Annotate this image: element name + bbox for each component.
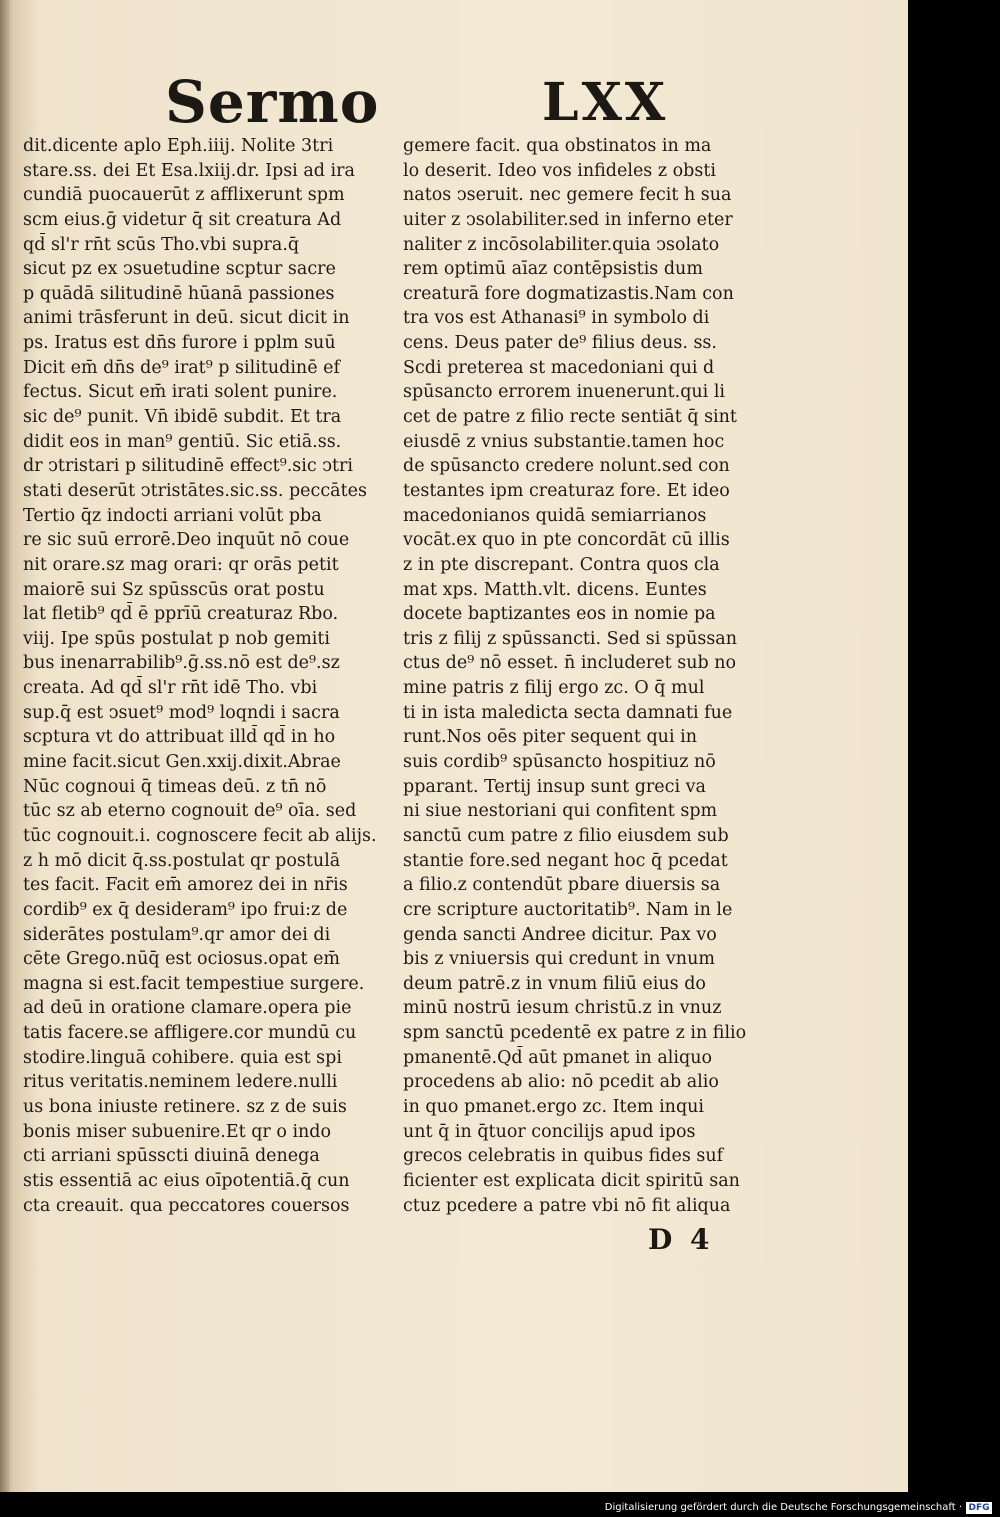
text-line: unt q̄ in q̄tuor concilijs apud ipos	[403, 1121, 696, 1142]
text-line: bis z vniuersis qui credunt in vnum	[403, 949, 715, 970]
text-line: Scdi preterea st macedoniani qui d	[403, 357, 715, 378]
text-line: dr ↄtristari p silitudinē effect⁹.sic ↄtri	[23, 456, 354, 477]
text-line: Dicit em̄ dn̄s de⁹ irat⁹ p silitudinē ef	[23, 357, 340, 378]
text-line: stis essentiā ac eius oīpotentiā.q̄ cun	[23, 1170, 350, 1191]
text-line: natos ↄseruit. nec gemere fecit h sua	[403, 185, 732, 206]
signature-mark: D 4	[648, 1223, 714, 1256]
text-line: us bona iniuste retinere. sz z de suis	[23, 1096, 347, 1117]
text-line: cti arriani spūsscti diuinā denega	[23, 1146, 320, 1167]
text-line: deum patrē.z in vnum filiū eius do	[403, 973, 706, 994]
text-line: macedonianos quidā semiarrianos	[403, 505, 707, 526]
text-line: scptura vt do attribuat illd̄ qd̄ in ho	[23, 727, 336, 748]
text-line: ps. Iratus est dn̄s furore i pplm suū	[23, 333, 336, 354]
text-line: stantie fore.sed negant hoc q̄ pcedat	[403, 850, 728, 871]
text-line: mine patris z filij ergo zc. O q̄ mul	[403, 678, 705, 699]
text-line: stare.ss. dei Et Esa.lxiij.dr. Ipsi ad ira	[23, 160, 355, 181]
text-line: ad deū in oratione clamare.opera pie	[23, 998, 352, 1019]
text-line: spūsancto errorem inuenerunt.qui li	[403, 382, 726, 403]
text-line: p quādā silitudinē hūanā passiones	[23, 283, 335, 304]
text-line: ritus veritatis.neminem ledere.nulli	[23, 1072, 338, 1093]
text-line: viij. Ipe spūs postulat p nob gemiti	[23, 628, 331, 649]
text-line: ti in ista maledicta secta damnati fue	[403, 702, 733, 723]
text-line: maiorē sui Sz spūsscūs orat postu	[23, 579, 325, 600]
text-line: cta creauit. qua peccatores couersos	[23, 1195, 350, 1216]
text-line: re sic suū errorē.Deo inquūt nō coue	[23, 530, 350, 551]
text-line: tūc sz ab eterno cognouit de⁹ oīa. sed	[23, 801, 357, 822]
text-line: ficienter est explicata dicit spiritū san	[403, 1170, 740, 1191]
text-line: cēte Grego.nūq̄ est ociosus.opat em̄	[23, 949, 341, 970]
text-line: cens. Deus pater de⁹ filius deus. ss.	[403, 333, 717, 354]
running-head-left: Sermo	[165, 68, 380, 136]
text-line: stati deserūt ↄtristātes.sic.ss. peccātes	[23, 480, 367, 501]
text-line: cundiā puocauerūt z afflixerunt spm	[23, 185, 345, 206]
text-column-left	[23, 134, 383, 1218]
text-line: Nūc cognoui q̄ timeas deū. z tn̄ nō	[23, 776, 327, 797]
text-line: genda sancti Andree dicitur. Pax vo	[403, 924, 717, 945]
text-line: pparant. Tertij insup sunt greci va	[403, 776, 706, 797]
text-line: tūc cognouit.i. cognoscere fecit ab alijs.	[23, 825, 377, 846]
text-line: cre scripture auctoritatib⁹. Nam in le	[403, 899, 733, 920]
text-line: mat xps. Matth.vlt. dicens. Euntes	[403, 579, 707, 600]
text-line: z h mō dicit q̄.ss.postulat qr postulā	[23, 850, 341, 871]
text-line: scm eius.ḡ videtur q̄ sit creatura Ad	[23, 209, 342, 230]
running-head-right: LXX	[542, 72, 669, 133]
text-line: sanctū cum patre z filio eiusdem sub	[403, 825, 729, 846]
text-line: tes facit. Facit em̄ amorez dei in nr̄is	[23, 875, 348, 896]
text-line: siderātes postulam⁹.qr amor dei di	[23, 924, 331, 945]
text-line: creata. Ad qd̄ sl'r rn̄t idē Tho. vbi	[23, 678, 318, 699]
text-line: docete baptizantes eos in nomie pa	[403, 604, 716, 625]
text-line: lat fletib⁹ qd̄ ē pprīū creaturaz Rbo.	[23, 604, 339, 625]
text-line: animi trāsferunt in deū. sicut dicit in	[23, 308, 350, 329]
text-line: magna si est.facit tempestiue surgere.	[23, 973, 365, 994]
text-line: ctuz pcedere a patre vbi nō fit aliqua	[403, 1195, 731, 1216]
text-line: z in pte discrepant. Contra quos cla	[403, 554, 720, 575]
text-line: lo deserit. Ideo vos infideles z obsti	[403, 160, 716, 181]
text-line: tatis facere.se affligere.cor mundū cu	[23, 1023, 357, 1044]
text-line: didit eos in man⁹ gentiū. Sic etiā.ss.	[23, 431, 342, 452]
text-line: Tertio q̄z indocti arriani volūt pba	[23, 505, 322, 526]
page-gutter-shadow	[0, 0, 10, 1492]
text-line: uiter z ↄsolabiliter.sed in inferno eter	[403, 209, 733, 230]
text-line: ctus de⁹ nō esset. n̄ includeret sub no	[403, 653, 737, 674]
text-line: cordib⁹ ex q̄ desideram⁹ ipo frui:z de	[23, 899, 348, 920]
text-line: spm sanctū pcedentē ex patre z in filio	[403, 1023, 747, 1044]
text-line: gemere facit. qua obstinatos in ma	[403, 136, 712, 156]
text-line: cet de patre z filio recte sentiāt q̄ sint	[403, 407, 737, 428]
text-column-right	[403, 134, 770, 1218]
text-line: pmanentē.Qd̄ aūt pmanet in aliquo	[403, 1047, 713, 1068]
text-line: sup.q̄ est ↄsuet⁹ mod⁹ loqndi i sacra	[23, 702, 340, 723]
text-line: minū nostrū iesum christū.z in vnuz	[403, 998, 722, 1019]
text-line: fectus. Sicut em̄ irati solent punire.	[23, 382, 338, 403]
text-line: runt.Nos oēs piter sequent qui in	[403, 727, 697, 748]
text-line: testantes ipm creaturaz fore. Et ideo	[403, 480, 730, 501]
text-line: dit.dicente aplo Eph.iiij. Nolite 3tri	[23, 136, 334, 156]
text-line: procedens ab alio: nō pcedit ab alio	[403, 1072, 719, 1093]
text-line: stodire.linguā cohibere. quia est spi	[23, 1047, 342, 1068]
text-line: sic de⁹ punit. Vn̄ ibidē subdit. Et tra	[23, 407, 342, 428]
text-line: naliter z incōsolabiliter.quia ↄsolato	[403, 234, 720, 255]
text-line: a filio.z contendūt pbare diuersis sa	[403, 875, 721, 896]
text-line: ni siue nestoriani qui confitent spm	[403, 801, 718, 822]
dfg-logo: DFG	[966, 1502, 992, 1514]
text-line: creaturā fore dogmatizastis.Nam con	[403, 283, 734, 304]
text-line: bus inenarrabilib⁹.ḡ.ss.nō est de⁹.sz	[23, 653, 340, 674]
text-line: qd̄ sl'r rn̄t scūs Tho.vbi supra.q̄	[23, 234, 300, 255]
text-line: grecos celebratis in quibus fides suf	[403, 1146, 724, 1167]
text-line: sicut pz ex ↄsuetudine scptur sacre	[23, 259, 336, 280]
funding-credit: Digitalisierung gefördert durch die Deutsche Forschungsgemeinschaft ·	[604, 1502, 962, 1513]
text-line: de spūsancto credere nolunt.sed con	[403, 456, 730, 477]
text-line: eiusdē z vnius substantie.tamen hoc	[403, 431, 725, 452]
text-line: in quo pmanet.ergo zc. Item inqui	[403, 1096, 705, 1117]
text-line: nit orare.sz mag orari: qr orās petit	[23, 554, 339, 575]
text-line: bonis miser subuenire.Et qr o indo	[23, 1121, 332, 1142]
text-line: mine facit.sicut Gen.xxij.dixit.Abrae	[23, 752, 341, 773]
text-line: vocāt.ex quo in pte concordāt cū illis	[403, 530, 730, 551]
text-line: tra vos est Athanasi⁹ in symbolo di	[403, 308, 710, 329]
text-line: suis cordib⁹ spūsancto hospitiuz nō	[403, 752, 716, 773]
text-line: rem optimū aīaz contēpsistis dum	[403, 259, 703, 280]
text-line: tris z filij z spūssancti. Sed si spūssan	[403, 628, 738, 649]
